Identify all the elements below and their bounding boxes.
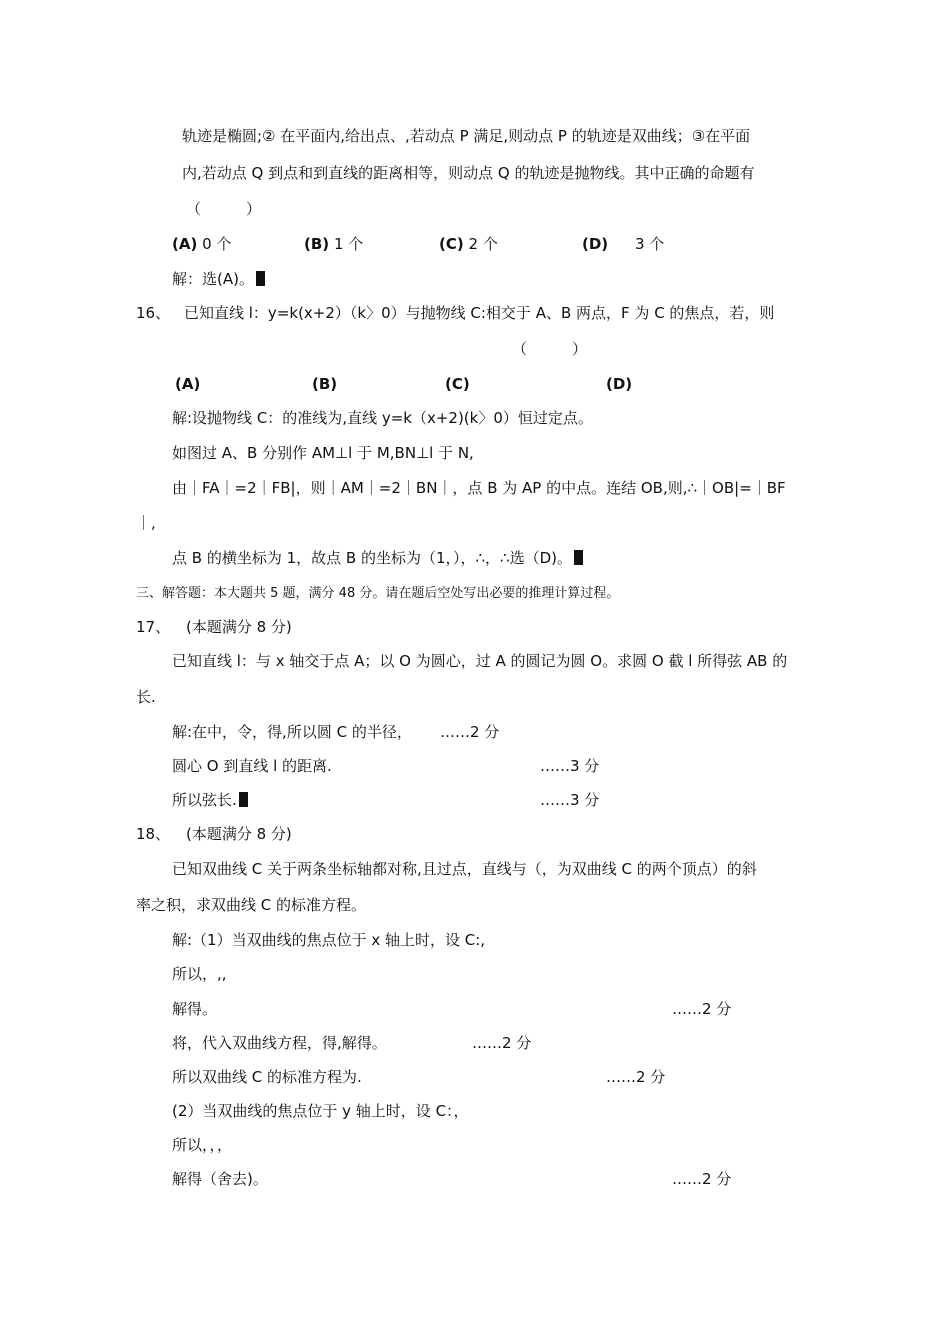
p15-paren: （ ） [186, 200, 262, 218]
p17-score-1: ……2 分 [440, 723, 500, 741]
p18-solution-line5: 所以双曲线 C 的标准方程为. [172, 1068, 362, 1086]
p18-number: 18、 [136, 825, 171, 843]
p18-header: (本题满分 8 分) [186, 825, 292, 843]
end-mark [574, 550, 583, 565]
p17-header: (本题满分 8 分) [186, 618, 292, 636]
p16-solution-line4: 点 B 的横坐标为 1，故点 B 的坐标为（1，），∴，∴选（D)。 [172, 547, 583, 569]
p15-line1: 轨迹是椭圆;② 在平面内,给出点、,若动点 P 满足,则动点 P 的轨迹是双曲线；③在平面 [182, 127, 751, 145]
p17-solution-line3: 所以弦长. [172, 789, 248, 811]
p17-solution-line2: 圆心 O 到直线 l 的距离. [172, 757, 332, 775]
p16-option-d: (D) [606, 375, 633, 393]
p16-solution-line1: 解:设抛物线 C：的准线为,直线 y=k（x+2)(k〉0）恒过定点。 [172, 409, 593, 427]
p18-solution-line4: 将，代入双曲线方程，得,解得。 [172, 1034, 387, 1052]
p16-solution-line3-wrap: ｜, [136, 514, 156, 532]
p17-stem: 已知直线 l：与 x 轴交于点 A；以 O 为圆心，过 A 的圆记为圆 O。求圆 O 截 l 所得弦 AB 的 [172, 652, 788, 670]
p18-score-4: ……2 分 [672, 1170, 732, 1188]
p18-stem: 已知双曲线 C 关于两条坐标轴都对称,且过点，直线与（，为双曲线 C 的两个顶点）的斜 [172, 860, 757, 878]
p15-option-c: (C) 2 个 [439, 235, 498, 253]
p17-score-3: ……3 分 [540, 791, 600, 809]
p16-solution-line2: 如图过 A、B 分别作 AM⊥l 于 M,BN⊥l 于 N, [172, 444, 474, 462]
p18-solution-line8: 解得（舍去)。 [172, 1170, 268, 1188]
end-mark [239, 792, 248, 807]
p18-score-2: ……2 分 [472, 1034, 532, 1052]
p17-stem-wrap: 长. [136, 688, 156, 706]
p16-option-a: (A) [175, 375, 201, 393]
p15-option-d: (D) 3 个 [582, 235, 665, 253]
p16-solution-line3: 由｜FA｜=2｜FB|，则｜AM｜=2｜BN｜，点 B 为 AP 的中点。连结 OB,则,∴｜OB|=｜BF [172, 479, 786, 497]
p18-solution-line6: (2）当双曲线的焦点位于 y 轴上时，设 C：， [172, 1102, 469, 1120]
end-mark [256, 271, 265, 286]
p18-solution-line1: 解:（1）当双曲线的焦点位于 x 轴上时，设 C:, [172, 931, 486, 949]
p17-score-2: ……3 分 [540, 757, 600, 775]
p16-option-c: (C) [445, 375, 470, 393]
p16-number: 16、 [136, 304, 171, 322]
p18-solution-line2: 所以，,, [172, 965, 227, 983]
section-heading: 三、解答题：本大题共 5 题，满分 48 分。请在题后空处写出必要的推理计算过程。 [136, 586, 620, 601]
p16-paren: （ ） [512, 340, 588, 358]
p18-score-3: ……2 分 [606, 1068, 666, 1086]
p16-option-b: (B) [312, 375, 338, 393]
p15-option-a: (A) 0 个 [172, 235, 232, 253]
p17-solution-line1: 解:在中，令，得,所以圆 C 的半径， [172, 723, 412, 741]
p15-answer: 解：选(A)。 [172, 268, 265, 290]
p18-score-1: ……2 分 [672, 1000, 732, 1018]
p15-line2: 内,若动点 Q 到点和到直线的距离相等，则动点 Q 的轨迹是抛物线。其中正确的命题有 [182, 164, 755, 182]
p18-solution-line7: 所以，，， [172, 1136, 233, 1154]
p18-solution-line3: 解得。 [172, 1000, 218, 1018]
p16-stem: 已知直线 l：y=k(x+2）（k〉0）与抛物线 C:相交于 A、B 两点，F 为 C 的焦点，若，则 [184, 304, 775, 322]
p17-number: 17、 [136, 618, 171, 636]
p18-stem-wrap: 率之积，求双曲线 C 的标准方程。 [136, 896, 367, 914]
p15-option-b: (B) 1 个 [304, 235, 364, 253]
